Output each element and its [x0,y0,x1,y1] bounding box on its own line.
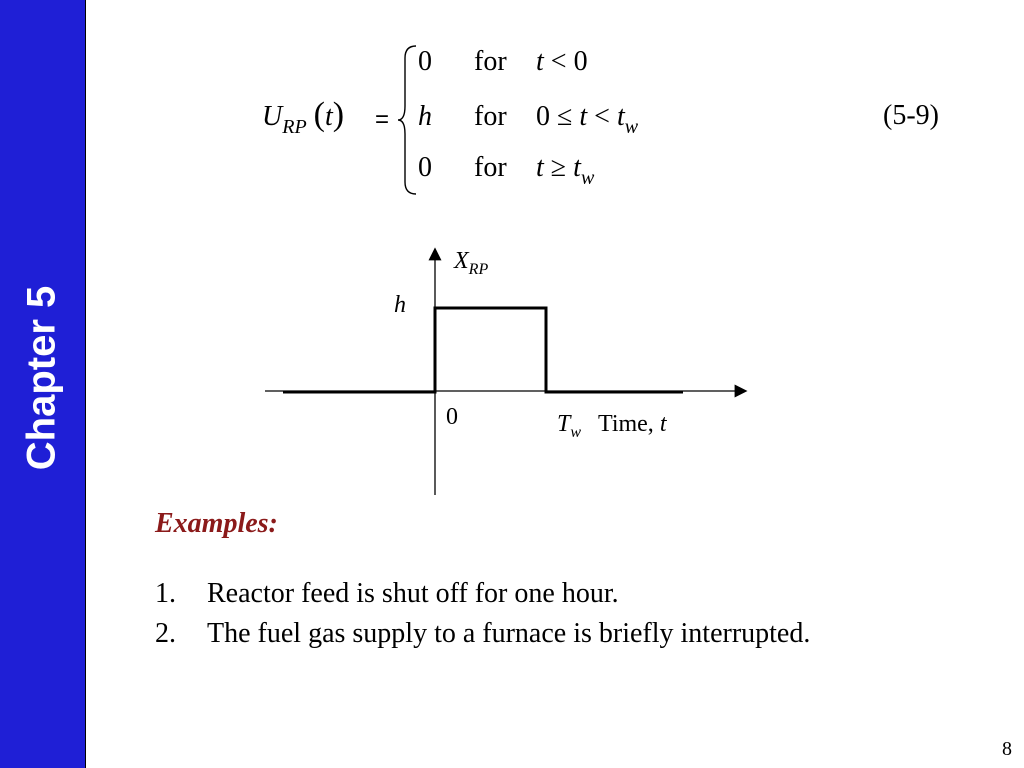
case-for-keyword: for [474,152,507,183]
time-symbol: t [659,411,667,437]
pulse-end-label [557,411,582,441]
time-axis-label [598,411,666,438]
case-condition-subscript: w [624,116,639,138]
case-value: h [418,101,432,132]
page-number: 8 [1002,738,1012,760]
list-item-text: The fuel gas supply to a furnace is briefly interrupted. [207,618,811,649]
list-item-number: 1. [155,578,176,609]
chapter-label: Chapter 5 [19,285,64,471]
y-axis-label [454,248,489,278]
equation-number: (5-9) [883,100,939,131]
case-condition-subscript: w [580,167,595,189]
case-value: 0 [418,46,432,77]
time-label: Time, [598,411,654,437]
origin-label: 0 [446,404,458,430]
lhs-argument: t [325,101,333,132]
pulse-signal [283,308,683,392]
lhs-subscript: RP [282,116,307,138]
case-condition: $0 \le t < t_w$ [536,101,639,138]
examples-list [155,578,810,658]
case-value: 0 [418,152,432,183]
list-item-number: 2. [155,618,176,649]
list-item-text: Reactor feed is shut off for one hour. [207,578,619,609]
case-for-keyword: for [474,46,507,77]
list-item [155,578,810,618]
height-label: h [394,292,406,318]
lhs-symbol: U [262,101,283,132]
pulse-end-symbol: T [557,411,571,437]
case-condition: t < 0 [536,46,588,77]
y-axis-symbol: X [454,248,469,274]
list-item [155,618,810,658]
case-for-keyword: for [474,101,507,132]
examples-heading: Examples: [155,508,278,539]
y-axis-subscript: RP [468,261,489,278]
pulse-end-subscript: w [570,424,582,441]
close-paren: ) [332,96,345,133]
open-paren: ( [313,96,325,133]
case-condition: $t \ge t_w$ [536,152,595,189]
equals-sign: = [375,106,390,133]
